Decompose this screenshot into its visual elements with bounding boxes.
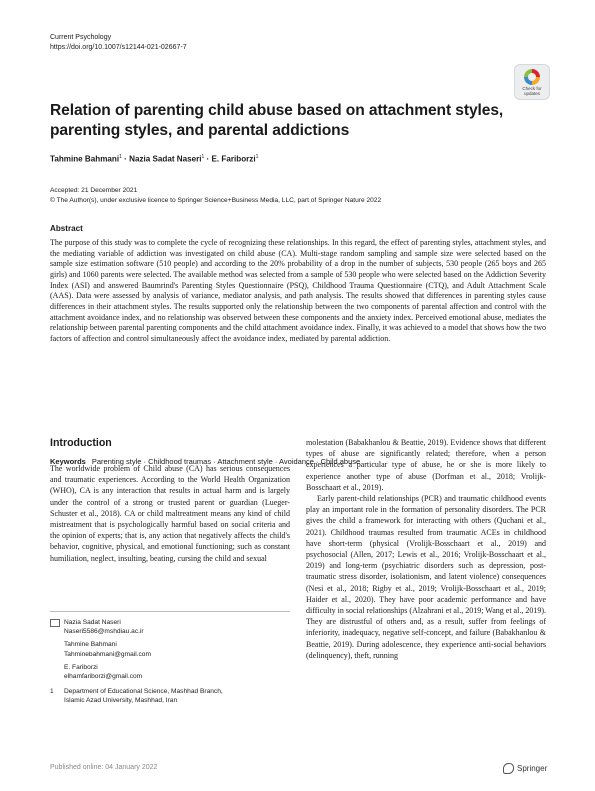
author-affiliation-marker: 1 [255, 154, 259, 160]
contact-email[interactable]: Tahminebahmani@gmail.com [64, 650, 151, 658]
body-paragraph: Early parent-child relationships (PCR) and traumatic childhood events play an important role in the formation of personality disorders. The PCR gives the child a framework for interacting with others (Quchani et al., 2021). Childhood traumas resulted from traumatic ACEs in childhood have short-term (physical (Vrolijk-Bosschaart et al., 2019) and psychosocial (Allen, 2017; Lewis et al., 2016; Vrolijk-Bosschaart et al., 2019) and long-term (psychiatric disorders such as depression, post-traumatic stress disorder, isolationism, and latent violence) consequences (Nesi et al., 2018; Rigby et al., 2019; Vrolijk-Bosschaart et al., 2019; Haider et al., 2020). They have poor academic performance and have difficulty in social relationships (Alzahrani et al., 2019; Wang et al., 2019). They are distrustful of others and, as a result, suffer from feelings of inferiority, inadequacy, negative self-concept, and failure (Babakhanlou & Beattie, 2019). During adolescence, they experience anti-social behaviors (delinquency), theft, running [306, 494, 546, 660]
contact-name: Nazia Sadat Naseri [64, 619, 121, 626]
abstract-text: The purpose of this study was to complete the cycle of recognizing these relationships. In this regard, the effect of parenting styles, attachment styles, and the mediating variable of addiction was investigated on child abuse (CA). Multi-stage random sampling and sample size were selected based on the sample size estimation software (510 people) and according to the 20% probability of a drop in the number of subjects, 530 people (265 boys and 265 girls) and 1060 parents were selected. The available method was selected from a sample of 530 people who were selected based on the Addiction Severity Index (ASI) and answered Baumrind's Parenting Styles Questionnaire (PSQ), Childhood Trauma Questionnaire (CTQ), and Adult Attachment Scale (AAS). Data were assessed by analysis of variance, mediator analysis, and path analysis. The results showed that differences in parenting styles cause differences in their attachment styles. The results supported only the relationship between the two components of parental affection and control with the attachment avoidance index, and no relationship was observed between these components and the anxiety index. Perceived emotional abuse, mediates the relationship between parental parenting components and the child attachment avoidance index. Finally, it was achieved to a model that shows how the two factors of affection and control simultaneously affect the avoidance index, mediated by parental addiction. [50, 238, 546, 343]
article-title: Relation of parenting child abuse based on attachment styles, parenting styles, and parental addictions [50, 102, 504, 139]
author-name[interactable]: E. Fariborzi [211, 154, 256, 164]
affiliation-marker: 1 [50, 688, 54, 696]
check-for-updates-icon [524, 69, 540, 85]
author-separator: · [204, 154, 212, 164]
keywords-label: Keywords [50, 457, 86, 466]
doi-link[interactable]: https://doi.org/10.1007/s12144-021-02667-7 [50, 44, 187, 51]
publisher-logo[interactable] [503, 763, 547, 774]
body-column-right [306, 437, 546, 661]
springer-horse-icon [503, 763, 514, 774]
introduction-heading: Introduction [50, 437, 112, 449]
check-for-updates-badge[interactable] [514, 64, 550, 100]
published-online-date: Published online: 04 January 2022 [50, 764, 158, 771]
affiliation-line: Islamic Azad University, Mashhad, Iran [64, 697, 178, 705]
body-column-left [50, 463, 290, 564]
author-name[interactable]: Tahmine Bahmani [50, 154, 120, 164]
accepted-date: Accepted: 21 December 2021 [50, 187, 138, 194]
publisher-name: Springer [517, 764, 548, 773]
body-paragraph: molestation (Babakhanlou & Beattie, 2019). Evidence shows that different types of abuse are significantly related; therefore, when a person experiences a particular type of abuse, he or she is more likely to experience another type of abuse (Dorfman et al., 2018; Vrolijk-Bosschaart et al., 2019). [306, 438, 546, 492]
contact-name: Tahmine Bahmani [64, 641, 117, 649]
badge-label-line2: updates [523, 90, 540, 96]
author-affiliation-marker: 1 [201, 154, 205, 160]
author-name[interactable]: Nazia Sadat Naseri [129, 154, 202, 164]
badge-label-line1: Check for [522, 85, 542, 91]
contact-email[interactable]: elhamfariborzi@gmail.com [64, 673, 143, 681]
contact-entry [50, 663, 290, 681]
affiliation-line: Department of Educational Science, Mashhad Branch, [64, 688, 223, 696]
contact-email[interactable]: Naseri5586@mshdiau.ac.ir [64, 628, 144, 636]
contact-name: E. Fariborzi [64, 663, 98, 671]
article-dates [50, 186, 381, 206]
author-separator: · [121, 154, 130, 164]
abstract-heading: Abstract [50, 224, 83, 233]
journal-name: Current Psychology [50, 34, 112, 41]
body-paragraph: The worldwide problem of Child abuse (CA) has serious consequences and traumatic experiences. According to the World Health Organization (WHO), CA is any interaction that results in actual harm and is largely under the control of a strong or trusted parent or guardian (Lueger-Schuster et al., 2018). CA or child maltreatment means any kind of child mistreatment that is psychologically harmful based on social criteria and the opinion of experts; that is, any action that negatively affects the child's behavior, cognitive, physical, and emotional functioning; such as constant humiliation, neglect, insulting, beating, cursing the child and sexual [50, 464, 290, 563]
author-list [50, 154, 258, 164]
contact-entry [50, 618, 290, 636]
footnote-divider [50, 611, 290, 612]
journal-header [50, 33, 187, 53]
copyright-notice: © The Author(s), under exclusive licence to Springer Science+Business Media, LLC, part of Springer Nature 2022 [50, 197, 382, 204]
author-affiliation-marker: 1 [119, 154, 122, 160]
mail-icon [50, 619, 60, 627]
affiliation [50, 687, 290, 705]
author-footnotes [50, 618, 290, 710]
keywords-list: Parenting style · Childhood traumas · Attachment style · Avoidance · Child abuse [91, 457, 361, 466]
contact-entry [50, 640, 290, 658]
